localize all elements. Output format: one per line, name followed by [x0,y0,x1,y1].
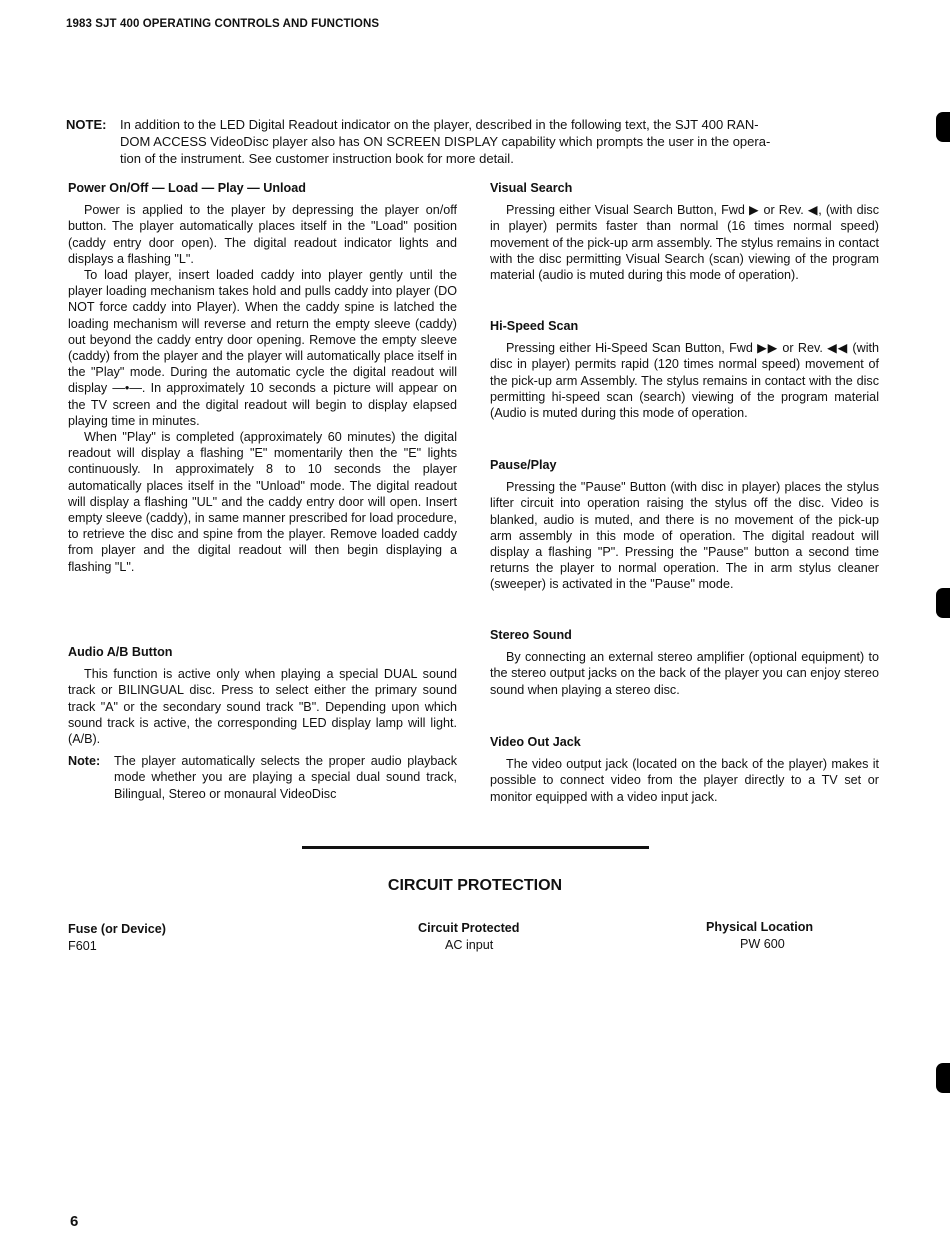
section-divider [302,846,649,849]
video-out-heading: Video Out Jack [490,735,581,749]
power-section [68,180,457,575]
page-number: 6 [70,1213,79,1230]
power-paragraph-3: When "Play" is completed (approximately 60 minutes) the digital readout will display a flashing "E" momentarily then the "E" lights continuously. In approximately 8 to 10 seconds the player automatically places itself in the "Unload" mode. The digital readout will display a flashing "UL" and the caddy entry door will open. Insert empty sleeve (caddy), in same manner prescribed for load procedure, to retrieve the disc and spine from the player. Remove loaded caddy from player and the digital readout will then begin displaying a flashing "L". [68,430,457,574]
power-paragraph-1: Power is applied to the player by depressing the player on/off button. The player automatically places itself in the "Load" position (caddy entry door open). The digital readout indicator lights and displays a flashing "L". [68,203,457,266]
circuit-protection-title: CIRCUIT PROTECTION [387,877,563,894]
note-block [66,116,881,167]
physical-location-header: Physical Location [706,920,814,934]
audio-paragraph: This function is active only when playing a special DUAL sound track or BILINGUAL disc. Press to select either the primary sound track "A" or the secondary sound track "B". Depending upon which sound track is active, the corresponding LED display lamp will light. (A/B). [68,667,457,747]
hi-speed-heading: Hi-Speed Scan [490,319,579,333]
circuit-protected-value: AC input [445,938,494,952]
visual-search-paragraph: Pressing either Visual Search Button, Fwd ▶ or Rev. ◀, (with disc in player) permits faster than normal (16 times normal speed) movement of the pick-up arm assembly. The stylus remains in contact with the disc permitting Visual Search (scan) viewing of the program material (audio is muted during this mode of operation). [490,203,879,283]
fuse-column-header: Fuse (or Device) [68,922,166,936]
page-header: 1983 SJT 400 OPERATING CONTROLS AND FUNCTIONS [66,18,380,30]
punch-hole-mark [936,112,950,142]
punch-hole-mark [936,1063,950,1093]
note-line-2: DOM ACCESS VideoDisc player also has ON SCREEN DISPLAY capability which prompts the user in the opera- [120,134,771,149]
hi-speed-paragraph: Pressing either Hi-Speed Scan Button, Fwd ▶▶ or Rev. ◀◀ (with disc in player) permits rapid (120 times normal speed) movement of the pick-up arm Assembly. The stylus remains in contact with the disc permitting hi-speed scan (search) viewing of the program material (Audio is muted during this mode of operation. [490,341,879,421]
physical-location-value: PW 600 [740,937,785,951]
punch-hole-mark [936,588,950,618]
pause-heading: Pause/Play [490,458,557,472]
visual-search-heading: Visual Search [490,181,573,195]
fuse-value: F601 [68,939,97,953]
video-out-paragraph: The video output jack (located on the back of the player) makes it possible to connect video from the player directly to a TV set or monitor equipped with a video input jack. [490,757,879,804]
note-line-3: tion of the instrument. See customer instruction book for more detail. [120,151,514,166]
power-paragraph-2: To load player, insert loaded caddy into player gently until the player loading mechanism takes hold and pulls caddy into player (DO NOT force caddy into Player). When the caddy spine is latched the loading mechanism will reverse and return the empty sleeve (caddy) out beyond the caddy entry door opening. Remove the empty sleeve (caddy) from the player and the player will automatically place itself in the "Play" mode. During the automatic cycle the digital readout will display —•—. In approximately 10 seconds a picture will appear on the TV screen and the digital readout will begin to display elapsed playing time in minutes. [68,268,457,428]
pause-paragraph: Pressing the "Pause" Button (with disc in player) places the stylus lifter circuit into operation raising the stylus off the disc. Video is blanked, audio is muted, and there is no movement of the pick-up arm assembly in this mode of operation. The digital readout will display a flashing "P". Pressing the "Pause" button a second time returns the player to normal operation. The in arm stylus cleaner (sweeper) is activated in the "Pause" mode. [490,480,879,592]
video-out-section [490,734,879,805]
stereo-paragraph: By connecting an external stereo amplifier (optional equipment) to the stereo output jacks on the back of the player you can enjoy stereo sound when playing a stereo disc. [490,650,879,697]
audio-note-text: The player automatically selects the proper audio playback mode whether you are playing a special dual sound track, Bilingual, Stereo or monaural VideoDisc [114,754,457,801]
stereo-section [490,627,879,698]
audio-note-label: Note: [68,754,101,769]
power-heading: Power On/Off — Load — Play — Unload [68,181,306,195]
pause-section [490,457,879,593]
audio-section [68,644,457,802]
audio-note [68,753,457,802]
note-line-1: In addition to the LED Digital Readout indicator on the player, described in the following text, the SJT 400 RAN- [120,117,759,132]
hi-speed-section [490,318,879,421]
audio-heading: Audio A/B Button [68,645,173,659]
stereo-heading: Stereo Sound [490,628,572,642]
note-label: NOTE: [66,117,107,132]
circuit-protected-header: Circuit Protected [418,921,520,935]
visual-search-section [490,180,879,283]
